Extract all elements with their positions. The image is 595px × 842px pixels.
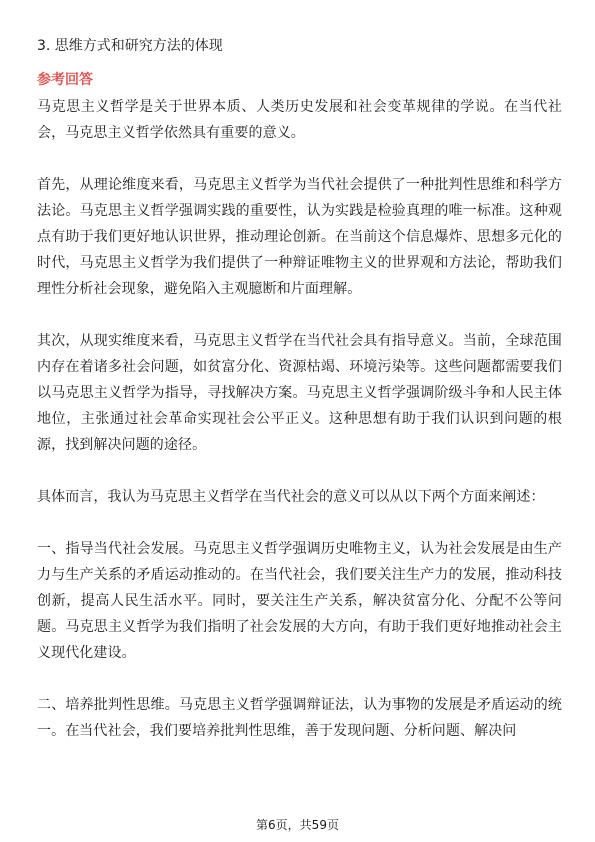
- paragraph-theory: 首先，从理论维度来看，马克思主义哲学为当代社会提供了一种批判性思维和科学方法论。马克思主义哲学强调实践的重要性，认为实践是检验真理的唯一标准。这种观点有助于我们更好地认识世界，推动理论创新。在当前这个信息爆炸、思想多元化的时代，马克思主义哲学为我们提供了一种辩证唯物主义的世界观和方法论，帮助我们理性分析社会现象，避免陷入主观臆断和片面理解。: [37, 177, 562, 297]
- paragraph-reality: 其次，从现实维度来看，马克思主义哲学在当代社会具有指导意义。当前，全球范围内存在着诸多社会问题，如贫富分化、资源枯竭、环境污染等。这些问题都需要我们以马克思主义哲学为指导，寻找解决方案。马克思主义哲学强调阶级斗争和人民主体地位，主张通过社会革命实现社会公平正义。这种思想有助于我们认识到问题的根源，找到解决问题的途径。: [37, 333, 562, 453]
- paragraph-intro: 马克思主义哲学是关于世界本质、人类历史发展和社会变革规律的学说。在当代社会，马克思主义哲学依然具有重要的意义。: [37, 99, 562, 141]
- answer-label: 参考回答: [37, 72, 93, 88]
- section-heading: 3. 思维方式和研究方法的体现: [37, 38, 223, 54]
- document-body: [37, 36, 562, 744]
- paragraph-point-two: 二、培养批判性思维。马克思主义哲学强调辩证法，认为事物的发展是矛盾运动的统一。在当代社会，我们要培养批判性思维，善于发现问题、分析问题、解决问: [37, 697, 562, 739]
- paragraph-point-one: 一、指导当代社会发展。马克思主义哲学强调历史唯物主义，认为社会发展是由生产力与生产关系的矛盾运动推动的。在当代社会，我们要关注生产力的发展，推动科技创新，提高人民生活水平。同时，要关注生产关系，解决贫富分化、分配不公等问题。马克思主义哲学为我们指明了社会发展的大方向，有助于我们更好地推动社会主义现代化建设。: [37, 541, 562, 661]
- page-number: 第6页，共59页: [256, 818, 339, 832]
- paragraph-specifics: 具体而言，我认为马克思主义哲学在当代社会的意义可以从以下两个方面来阐述：: [37, 489, 545, 505]
